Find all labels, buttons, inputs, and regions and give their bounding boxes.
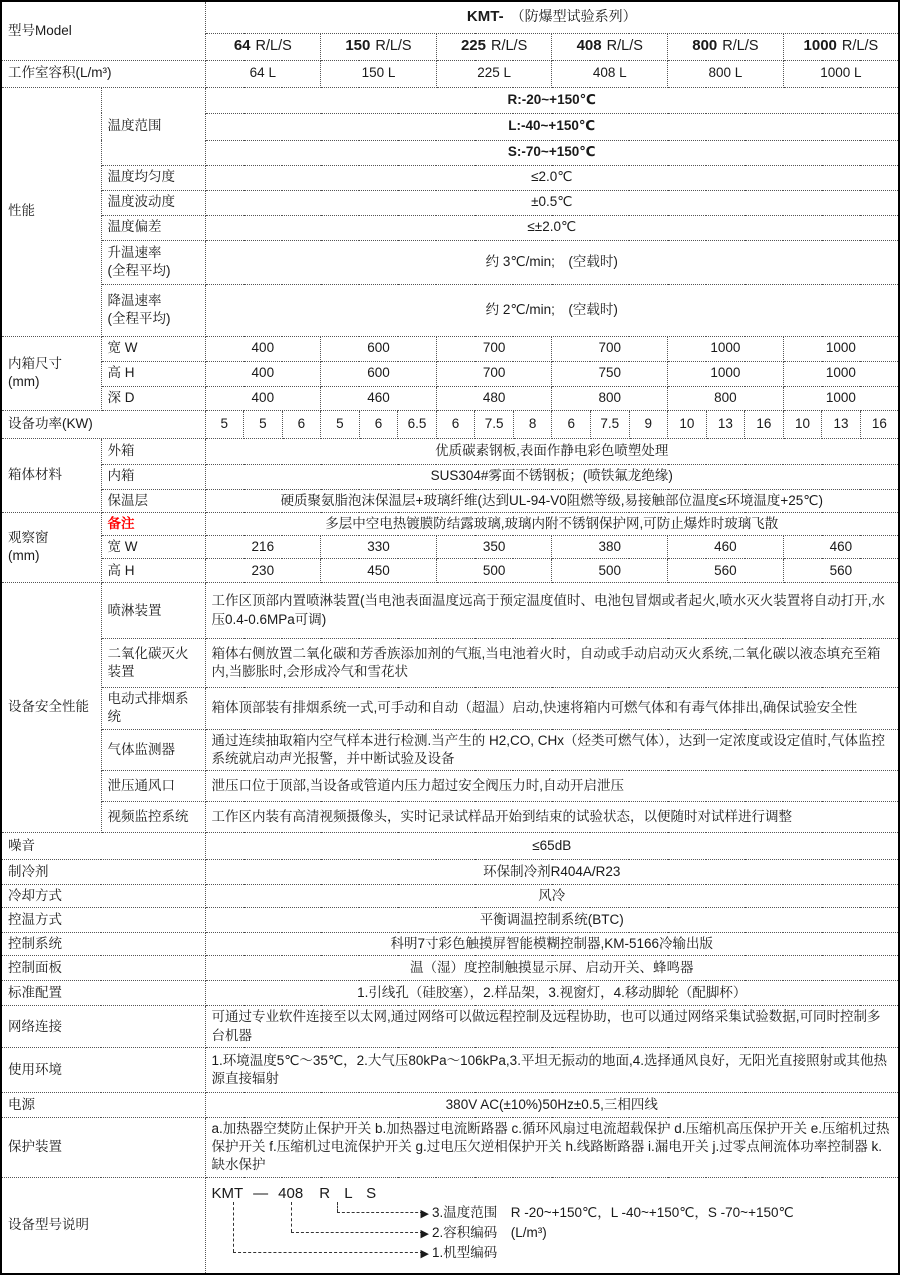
value-cell: 480 <box>436 386 552 410</box>
sub-label: 视频监控系统 <box>101 802 205 833</box>
sub-label: 泄压通风口 <box>101 771 205 802</box>
value-cell: 1000 <box>783 336 899 361</box>
value-cell: 箱体右侧放置二氧化碳和芳香族添加剂的气瓶,当电池着火时，自动或手动启动灭火系统,二氧化碳以液态填充至箱内,当膨胀时,会形成冷气和雪花状 <box>205 639 899 688</box>
model-column-header <box>436 33 552 60</box>
power-value-cell: 5 <box>321 410 360 438</box>
value-cell: S:-70~+150℃ <box>205 140 899 165</box>
model-suffix: R/L/S <box>375 38 412 55</box>
value-cell: 750 <box>552 361 668 386</box>
model-code-diagram <box>206 1178 899 1273</box>
value-cell: 400 <box>205 336 321 361</box>
power-value-cell: 8 <box>513 410 552 438</box>
value-cell: 560 <box>783 559 899 583</box>
row-label: 网络连接 <box>1 1006 205 1047</box>
volume-row <box>1 60 899 87</box>
value-cell: 150 L <box>321 60 437 87</box>
model-code-text <box>212 1184 382 1204</box>
section-label-line1: 内箱尺寸 <box>8 355 62 371</box>
value-cell: 科明7寸彩色触摸屏智能模糊控制器,KM-5166冷输出版 <box>205 933 899 956</box>
model-suffix: R/L/S <box>490 38 528 55</box>
value-cell: 500 <box>436 559 552 583</box>
power-value-cell: 10 <box>783 410 822 438</box>
connector-line <box>337 1212 423 1213</box>
sub-label: 二氧化碳灭火装置 <box>101 639 205 688</box>
value-cell: 风冷 <box>205 885 899 908</box>
series-title-bold: KMT- <box>466 8 504 26</box>
series-title <box>205 1 899 33</box>
model-column-header <box>321 33 437 60</box>
model-column-header <box>783 33 899 60</box>
value-cell: 1.引线孔（硅胶塞），2.样品架，3.视窗灯，4.移动脚轮（配脚杯） <box>205 981 899 1006</box>
sub-label: 温度范围 <box>101 87 205 165</box>
section-label-line2: (mm) <box>8 374 40 389</box>
sub-label: 高 H <box>101 559 205 583</box>
section-label-window <box>1 512 101 582</box>
value-cell: 工作区内装有高清视频摄像头，实时记录试样品开始到结束的试验状态，以便随时对试样进行调整 <box>205 802 899 833</box>
model-header-label: 型号Model <box>1 1 205 60</box>
value-cell: 环保制冷剂R404A/R23 <box>205 860 899 885</box>
model-suffix: R/L/S <box>255 38 292 55</box>
sub-label: 宽 W <box>101 336 205 361</box>
arrow-right-icon: ▶ <box>420 1207 429 1220</box>
row-label: 控制系统 <box>1 933 205 956</box>
sub-label: 温度偏差 <box>101 215 205 240</box>
value-cell: 1000 <box>783 361 899 386</box>
model-column-header <box>205 33 321 60</box>
power-value-cell: 6 <box>436 410 475 438</box>
sub-label: 宽 W <box>101 535 205 558</box>
value-cell: 泄压口位于顶部,当设备或管道内压力超过安全阀压力时,自动开启泄压 <box>205 771 899 802</box>
section-label-line1: 观察窗 <box>8 530 49 546</box>
row-label: 工作室容积(L/m³) <box>1 60 205 87</box>
power-value-cell: 5 <box>205 410 244 438</box>
model-number: 150 <box>345 37 371 55</box>
sub-label: 气体监测器 <box>101 729 205 770</box>
section-label-inner-size <box>1 336 101 410</box>
legend-text: 1.机型编码 <box>431 1244 498 1260</box>
power-value-cell: 6.5 <box>398 410 437 438</box>
value-cell: 1000 <box>668 361 784 386</box>
value-cell: 460 <box>783 535 899 558</box>
value-cell: 平衡调温控制系统(BTC) <box>205 908 899 933</box>
value-cell: 约 3℃/min; (空载时) <box>205 240 899 284</box>
arrow-right-icon: ▶ <box>420 1247 429 1260</box>
value-cell: a.加热器空焚防止保护开关 b.加热器过电流断路器 c.循环风扇过电流超载保护 d.压缩机高压保护开关 e.压缩机过热保护开关 f.压缩机过电流保护开关 g.过电压欠逆相保护开关 h.线路断路器 i.漏电开关 j.过零点闸流体功率控制器 k.缺水保护 <box>205 1117 899 1177</box>
value-cell: ≤±2.0℃ <box>205 215 899 240</box>
series-title-rest: （防爆型试验系列） <box>510 8 637 25</box>
model-number: 408 <box>576 37 602 55</box>
value-cell: 硬质聚氨脂泡沫保温层+玻璃纤维(达到UL-94-V0阻燃等级,易接触部位温度≤环境温度+25℃) <box>205 489 899 512</box>
value-cell: 600 <box>321 361 437 386</box>
power-row <box>1 410 899 438</box>
power-value-cell: 6 <box>359 410 398 438</box>
power-value-cell: 13 <box>822 410 861 438</box>
value-cell: 约 2℃/min; (空载时) <box>205 284 899 336</box>
power-value-cell: 7.5 <box>590 410 629 438</box>
model-suffix: R/L/S <box>606 38 643 55</box>
code-legend-volume <box>421 1224 547 1243</box>
value-cell: 箱体顶部装有排烟系统一式,可手动和自动（超温）启动,快速将箱内可燃气体和有毒气体排出,确保试验安全性 <box>205 688 899 729</box>
row-label: 使用环境 <box>1 1047 205 1092</box>
section-label-safety: 设备安全性能 <box>1 583 101 833</box>
model-suffix: R/L/S <box>722 38 759 55</box>
value-cell: 380V AC(±10%)50Hz±0.5,三相四线 <box>205 1092 899 1117</box>
value-cell: 700 <box>436 361 552 386</box>
value-cell: 460 <box>668 535 784 558</box>
model-number: 225 <box>460 37 486 55</box>
row-label: 冷却方式 <box>1 885 205 908</box>
sub-label-line1: 降温速率 <box>107 292 162 308</box>
row-label: 标准配置 <box>1 981 205 1006</box>
row-label: 制冷剂 <box>1 860 205 885</box>
code-dash: — <box>253 1184 269 1202</box>
sub-label-line2: (全程平均) <box>107 263 171 278</box>
row-label: 电源 <box>1 1092 205 1117</box>
value-cell: R:-20~+150℃ <box>205 87 899 113</box>
value-cell: 400 <box>205 361 321 386</box>
power-value-cell: 13 <box>706 410 745 438</box>
value-cell: 225 L <box>436 60 552 87</box>
sub-label: 温度波动度 <box>101 190 205 215</box>
power-value-cell: 16 <box>860 410 899 438</box>
value-cell: 温（湿）度控制触摸显示屏、启动开关、蜂鸣器 <box>205 956 899 981</box>
sub-label: 喷淋装置 <box>101 583 205 639</box>
power-value-cell: 16 <box>745 410 784 438</box>
sub-label: 内箱 <box>101 464 205 489</box>
value-cell: 350 <box>436 535 552 558</box>
value-cell: 330 <box>321 535 437 558</box>
sub-label-line2: (全程平均) <box>107 311 171 326</box>
sub-label-line1: 升温速率 <box>107 244 162 260</box>
row-label-model-code: 设备型号说明 <box>1 1177 205 1274</box>
sub-label: 外箱 <box>101 438 205 464</box>
note-label: 备注 <box>101 512 205 535</box>
value-cell: SUS304#雾面不锈钢板；(喷铁氟龙绝缘) <box>205 464 899 489</box>
power-value-cell: 10 <box>668 410 707 438</box>
value-cell: 通过连续抽取箱内空气样本进行检测.当产生的 H2,CO, CHx（烃类可燃气体），达到一定浓度或设定值时,气体监控系统就启动声光报警，并中断试验及设备 <box>205 729 899 770</box>
value-cell: 450 <box>321 559 437 583</box>
sub-label <box>101 240 205 284</box>
value-cell: 380 <box>552 535 668 558</box>
connector-line <box>337 1202 338 1212</box>
value-cell: 400 <box>205 386 321 410</box>
value-cell: 工作区顶部内置喷淋装置(当电池表面温度远高于预定温度值时、电池包冒烟或者起火,喷水灭火装置将自动打开,水压0.4-0.6MPa可调) <box>205 583 899 639</box>
arrow-right-icon: ▶ <box>420 1227 429 1240</box>
value-cell: 1000 L <box>783 60 899 87</box>
row-label: 设备功率(KW) <box>1 410 205 438</box>
sub-label: 保温层 <box>101 489 205 512</box>
code-range: R L S <box>319 1184 382 1202</box>
power-value-cell: 5 <box>244 410 283 438</box>
code-legend-temp-range <box>421 1204 794 1223</box>
value-cell: 700 <box>552 336 668 361</box>
model-column-header <box>552 33 668 60</box>
row-label: 噪音 <box>1 833 205 860</box>
row-label: 控温方式 <box>1 908 205 933</box>
sub-label <box>101 284 205 336</box>
value-cell: 64 L <box>205 60 321 87</box>
value-cell: 1000 <box>668 336 784 361</box>
power-value-cell: 9 <box>629 410 668 438</box>
sub-label: 深 D <box>101 386 205 410</box>
power-value-cell: 7.5 <box>475 410 514 438</box>
section-label-line2: (mm) <box>8 548 40 564</box>
model-number: 1000 <box>803 37 837 55</box>
value-cell: 560 <box>668 559 784 583</box>
code-legend-machine-type <box>421 1244 498 1263</box>
value-cell: 700 <box>436 336 552 361</box>
power-value-cell: 6 <box>552 410 591 438</box>
section-label-material: 箱体材料 <box>1 438 101 512</box>
sub-label: 温度均匀度 <box>101 165 205 190</box>
value-cell: 408 L <box>552 60 668 87</box>
value-cell: 460 <box>321 386 437 410</box>
value-cell: ≤65dB <box>205 833 899 860</box>
sub-label: 电动式排烟系统 <box>101 688 205 729</box>
value-cell: 800 <box>552 386 668 410</box>
power-value-cell: 6 <box>282 410 321 438</box>
value-cell: ≤2.0℃ <box>205 165 899 190</box>
connector-line <box>291 1202 292 1232</box>
model-number: 800 <box>692 37 718 55</box>
value-cell: 1.环境温度5℃～35℃，2.大气压80kPa～106kPa,3.平坦无振动的地面,4.选择通风良好，无阳光直接照射或其他热源直接辐射 <box>205 1047 899 1092</box>
value-cell: 800 L <box>668 60 784 87</box>
value-cell: L:-40~+150℃ <box>205 113 899 140</box>
connector-line <box>233 1252 423 1253</box>
value-cell: 230 <box>205 559 321 583</box>
legend-text: 3.温度范围 R -20~+150℃，L -40~+150℃，S -70~+150℃ <box>431 1204 794 1220</box>
value-cell: 可通过专业软件连接至以太网,通过网络可以做远程控制及远程协助，也可以通过网络采集试验数据,可同时控制多台机器 <box>205 1006 899 1047</box>
sub-label: 高 H <box>101 361 205 386</box>
code-brand: KMT <box>211 1184 244 1202</box>
model-column-header <box>668 33 784 60</box>
section-label-performance: 性能 <box>1 87 101 336</box>
row-label: 控制面板 <box>1 956 205 981</box>
model-number: 64 <box>233 37 251 55</box>
legend-text: 2.容积编码 (L/m³) <box>431 1224 547 1240</box>
row-label: 保护装置 <box>1 1117 205 1177</box>
value-cell: 600 <box>321 336 437 361</box>
connector-line <box>233 1202 234 1252</box>
model-code-cell <box>205 1177 899 1274</box>
value-cell: ±0.5℃ <box>205 190 899 215</box>
value-cell: 216 <box>205 535 321 558</box>
value-cell: 1000 <box>783 386 899 410</box>
value-cell: 500 <box>552 559 668 583</box>
code-volume: 408 <box>278 1184 304 1202</box>
note-value: 多层中空电热镀膜防结露玻璃,玻璃内附不锈钢保护网,可防止爆炸时玻璃飞散 <box>205 512 899 535</box>
connector-line <box>291 1232 423 1233</box>
value-cell: 800 <box>668 386 784 410</box>
model-suffix: R/L/S <box>841 38 879 55</box>
value-cell: 优质碳素钢板,表面作静电彩色喷塑处理 <box>205 438 899 464</box>
